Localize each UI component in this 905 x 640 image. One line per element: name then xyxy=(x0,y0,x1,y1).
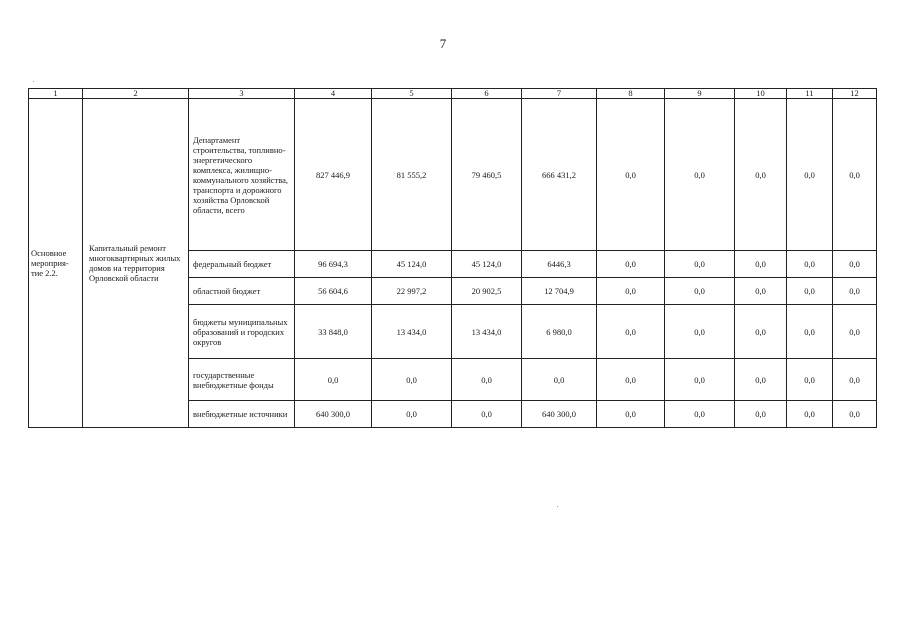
value-cell: 0,0 xyxy=(735,305,787,359)
scan-speck xyxy=(33,81,34,82)
value-cell: 0,0 xyxy=(665,401,735,428)
value-cell: 666 431,2 xyxy=(522,99,597,251)
value-cell: 0,0 xyxy=(665,251,735,278)
value-cell: 0,0 xyxy=(833,359,877,401)
value-cell: 0,0 xyxy=(833,251,877,278)
value-cell: 0,0 xyxy=(665,278,735,305)
value-cell: 0,0 xyxy=(597,278,665,305)
measure-cell: Основное мероприя-тие 2.2. xyxy=(29,99,83,428)
value-cell: 0,0 xyxy=(597,305,665,359)
value-cell: 0,0 xyxy=(452,359,522,401)
value-cell: 0,0 xyxy=(597,251,665,278)
value-cell: 6446,3 xyxy=(522,251,597,278)
source-cell: бюджеты муниципальных образований и городских округов xyxy=(189,305,295,359)
value-cell: 96 694,3 xyxy=(295,251,372,278)
col-header: 2 xyxy=(83,89,189,99)
col-header: 4 xyxy=(295,89,372,99)
value-cell: 0,0 xyxy=(833,305,877,359)
value-cell: 45 124,0 xyxy=(372,251,452,278)
value-cell: 20 902,5 xyxy=(452,278,522,305)
col-header: 9 xyxy=(665,89,735,99)
value-cell: 0,0 xyxy=(597,359,665,401)
value-cell: 45 124,0 xyxy=(452,251,522,278)
value-cell: 0,0 xyxy=(833,401,877,428)
value-cell: 6 980,0 xyxy=(522,305,597,359)
value-cell: 0,0 xyxy=(372,401,452,428)
col-header: 5 xyxy=(372,89,452,99)
value-cell: 0,0 xyxy=(735,99,787,251)
value-cell: 0,0 xyxy=(833,278,877,305)
value-cell: 0,0 xyxy=(833,99,877,251)
value-cell: 81 555,2 xyxy=(372,99,452,251)
value-cell: 12 704,9 xyxy=(522,278,597,305)
col-header: 8 xyxy=(597,89,665,99)
value-cell: 13 434,0 xyxy=(372,305,452,359)
value-cell: 827 446,9 xyxy=(295,99,372,251)
source-cell: внебюджетные источники xyxy=(189,401,295,428)
measure-name-cell: Капитальный ремонт многоквартирных жилых домов на территория Орловской области xyxy=(83,99,189,428)
col-header: 11 xyxy=(787,89,833,99)
scan-speck xyxy=(557,506,558,507)
col-header: 10 xyxy=(735,89,787,99)
value-cell: 56 604,6 xyxy=(295,278,372,305)
value-cell: 0,0 xyxy=(597,401,665,428)
col-header: 7 xyxy=(522,89,597,99)
value-cell: 0,0 xyxy=(787,251,833,278)
page-number: 7 xyxy=(439,36,447,51)
value-cell: 0,0 xyxy=(665,99,735,251)
value-cell: 22 997,2 xyxy=(372,278,452,305)
value-cell: 0,0 xyxy=(665,305,735,359)
value-cell: 640 300,0 xyxy=(295,401,372,428)
value-cell: 0,0 xyxy=(787,99,833,251)
source-cell: государственные внебюджетные фонды xyxy=(189,359,295,401)
source-cell: областной бюджет xyxy=(189,278,295,305)
value-cell: 640 300,0 xyxy=(522,401,597,428)
col-header: 6 xyxy=(452,89,522,99)
value-cell: 0,0 xyxy=(522,359,597,401)
col-header: 12 xyxy=(833,89,877,99)
value-cell: 0,0 xyxy=(735,251,787,278)
value-cell: 0,0 xyxy=(665,359,735,401)
source-cell: федеральный бюджет xyxy=(189,251,295,278)
value-cell: 0,0 xyxy=(787,278,833,305)
header-row xyxy=(29,89,877,99)
value-cell: 0,0 xyxy=(295,359,372,401)
value-cell: 0,0 xyxy=(597,99,665,251)
budget-table xyxy=(28,88,877,428)
value-cell: 0,0 xyxy=(787,359,833,401)
value-cell: 0,0 xyxy=(735,278,787,305)
col-header: 3 xyxy=(189,89,295,99)
col-header: 1 xyxy=(29,89,83,99)
value-cell: 79 460,5 xyxy=(452,99,522,251)
value-cell: 0,0 xyxy=(787,305,833,359)
table-row xyxy=(29,99,877,251)
value-cell: 0,0 xyxy=(735,401,787,428)
value-cell: 0,0 xyxy=(735,359,787,401)
value-cell: 0,0 xyxy=(787,401,833,428)
source-cell: Департамент строительства, топливно-энергетического комплекса, жилищно-коммунального хозяйства, транспорта и дорожного хозяйства Орловской области, всего xyxy=(189,99,295,251)
value-cell: 0,0 xyxy=(452,401,522,428)
value-cell: 0,0 xyxy=(372,359,452,401)
value-cell: 13 434,0 xyxy=(452,305,522,359)
value-cell: 33 848,0 xyxy=(295,305,372,359)
